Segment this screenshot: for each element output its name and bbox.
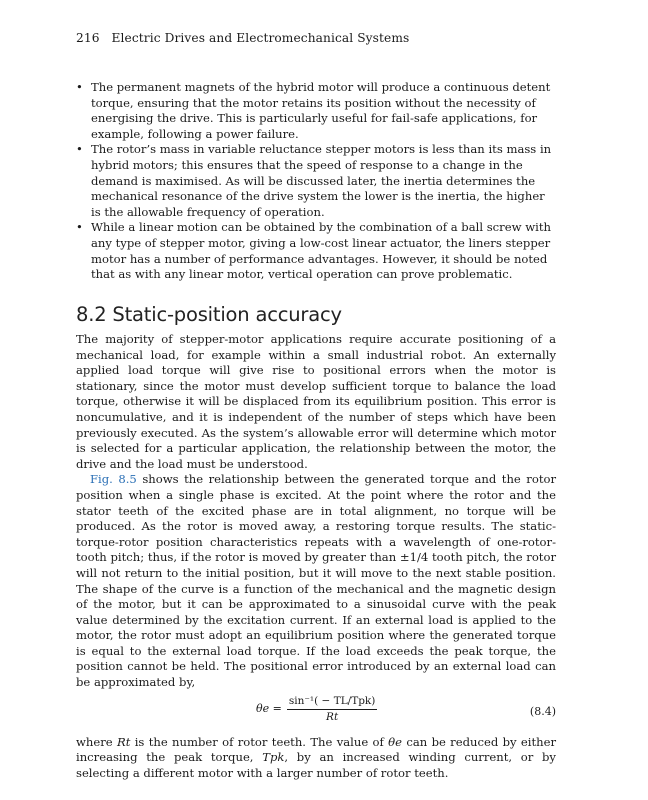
equation-lhs: θe = — [256, 702, 282, 716]
paragraph-3: where Rt is the number of rotor teeth. The value of θe can be reduced by either increasing the peak torque, Tpk, by an increased winding current, or by selecting a different motor with a larger number of rotor teeth. — [76, 734, 557, 780]
paragraph-2: Fig. 8.5 shows the relationship between the generated torque and the rotor position when a single phase is excited. At the point where the rotor and the stator teeth of the excited phase are in total alignment, no torque will be produced. As the rotor is moved away, a restoring torque results. The static-torque-rotor position characteristics repeats with a wavelength of one-rotor-tooth pitch; thus, if the rotor is moved by greater than ±1/4 tooth pitch, the rotor will not return to the initial position, but it will move to the next stable position. The shape of the curve is a function of the mechanical and the magnetic design of the motor, but it can be approximated to a sinusoidal curve with the peak value determined by the excitation current. If an external load is applied to the motor, the rotor must adopt an equilibrium position where the generated torque is equal to the external load torque. If the load exceeds the peak torque, the position cannot be held. The positional error introduced by an external load can be approximated by, — [76, 472, 557, 690]
bullet-list — [76, 80, 556, 283]
running-header — [76, 31, 409, 45]
bullet-dot-icon: • — [76, 142, 83, 157]
running-title: Electric Drives and Electromechanical Systems — [111, 31, 410, 45]
equation-numerator: sin⁻¹( − TL/Tpk) — [287, 695, 378, 710]
bullet-dot-icon: • — [76, 220, 83, 235]
section-body — [76, 332, 556, 781]
equation-8-4 — [76, 695, 556, 731]
paragraph-1: The majority of stepper-motor applications require accurate positioning of a mechanical load, for example within a small industrial robot. An externally applied load torque will give rise to positional errors when the motor is stationary, since the motor must develop sufficient torque to balance the load torque, otherwise it will be displaced from its equilibrium position. This error is noncumulative, and it is independent of the number of steps which have been previously executed. As the system’s allowable error will determine which motor is selected for a particular application, the relationship between the motor, the drive and the load must be understood. — [76, 332, 556, 471]
figure-link[interactable]: Fig. 8.5 — [90, 472, 137, 487]
page-number: 216 — [76, 31, 100, 45]
bullet-item: • The permanent magnets of the hybrid motor will produce a continuous detent torque, ensuring that the motor retains its position without the necessity of energising the drive. This is particularly useful for fail-safe applications, for example, following a power failure. — [76, 80, 551, 141]
equation-denominator: Rt — [326, 710, 339, 723]
bullet-item: • The rotor’s mass in variable reluctance stepper motors is less than its mass in hybrid motors; this ensures that the speed of response to a change in the demand is maximised. As will be discussed later, the inertia determines the mechanical resonance of the drive system the lower is the inertia, the higher is the allowable frequency of operation. — [76, 142, 552, 219]
bullet-dot-icon: • — [76, 80, 83, 94]
equation-number: (8.4) — [529, 704, 556, 718]
bullet-item: • While a linear motion can be obtained by the combination of a ball screw with any type of stepper motor, giving a low-cost linear actuator, the liners stepper motor has a number of performance advantages. However, it should be noted that as with any linear motor, vertical operation can prove problematic. — [76, 220, 551, 282]
equation-fraction — [287, 695, 378, 723]
section-heading: 8.2 Static-position accuracy — [76, 303, 342, 326]
